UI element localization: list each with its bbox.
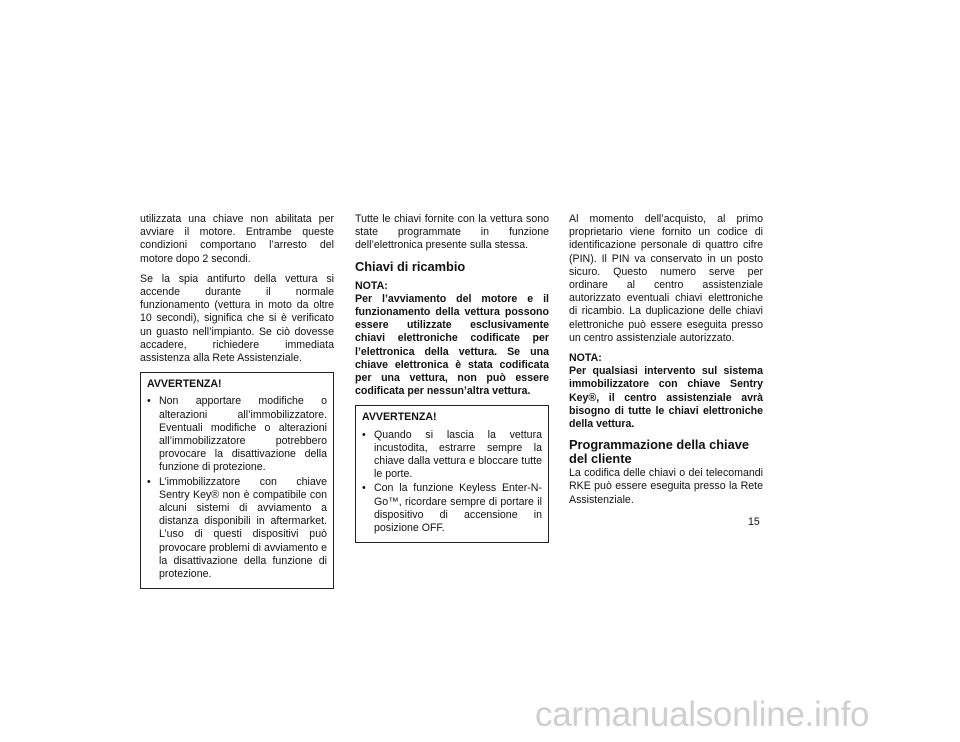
paragraph: utilizzata una chiave non abilitata per avviare il motore. Entrambe queste condizioni comportano l’arresto del motore dopo 2 secondi. [140, 213, 334, 265]
column-2 [355, 213, 549, 543]
paragraph: Al momento dell’acquisto, al primo proprietario viene fornito un codice di identificazione personale di quattro cifre (PIN). Il PIN va conservato in un posto sicuro. Questo numero serve per ordinare al centro assistenziale autorizzato eventuali chiavi elettroniche di ricambio. La duplicazione delle chiavi elettroniche può essere eseguita presso un centro assistenziale autorizzato. [569, 213, 763, 344]
warning-title: AVVERTENZA! [147, 378, 222, 391]
section-heading-key-programming: Programmazione della chiave del cliente [569, 437, 749, 467]
warning-box [140, 372, 334, 589]
column-3 [569, 213, 763, 507]
bullet-icon: • [362, 482, 366, 495]
note-label: NOTA: [569, 352, 602, 365]
bullet-icon: • [147, 395, 151, 408]
note-text: Per qualsiasi intervento sul sistema immobilizzatore con chiave Sentry Key®, il centro assistenziale avrà bisogno di tutte le chiavi elettroniche della vettura. [569, 365, 763, 431]
warning-box [355, 405, 549, 543]
warning-list [147, 395, 327, 581]
list-item-text: Quando si lascia la vettura incustodita, estrarre sempre la chiave dalla vettura e bloccare tutte le porte. [374, 428, 542, 481]
bullet-icon: • [362, 428, 366, 441]
list-item-text: Con la funzione Keyless Enter-N-Go™, ricordare sempre di portare il dispositivo di accensione in posizione OFF. [374, 482, 542, 535]
paragraph: La codifica delle chiavi o dei telecomandi RKE può essere eseguita presso la Rete Assistenziale. [569, 467, 763, 506]
page-number: 15 [748, 516, 760, 528]
list-item [362, 429, 542, 482]
note-label: NOTA: [355, 279, 388, 292]
list-item [147, 395, 327, 474]
list-item-text: L’immobilizzatore con chiave Sentry Key® non è compatibile con alcuni sistemi di avviamento a distanza disponibili in aftermarket. L’uso di questi dispositivi può provocare problemi di avviamento e la disattivazione della funzione di protezione. [159, 475, 327, 581]
column-1 [140, 213, 334, 589]
warning-list [362, 429, 542, 536]
section-heading-spare-keys: Chiavi di ricambio [355, 258, 466, 274]
note-text: Per l’avviamento del motore e il funzionamento della vettura possono essere utilizzate esclusivamente chiavi elettroniche codificate per l’elettronica della vettura. Se una chiave elettronica è stata codificata per una vettura, non può essere codificata per nessun’altra vettura. [355, 292, 549, 398]
watermark: carmanualsonline.info [535, 695, 870, 734]
warning-title: AVVERTENZA! [362, 411, 437, 424]
list-item-text: Non apportare modifiche o alterazioni all’immobilizzatore. Eventuali modifiche o alterazioni all’immobilizzatore potrebbero provocare la disattivazione della funzione di protezione. [159, 395, 327, 474]
bullet-icon: • [147, 475, 151, 488]
list-item [147, 476, 327, 582]
paragraph: Tutte le chiavi fornite con la vettura sono state programmate in funzione dell’elettronica presente sulla stessa. [355, 213, 549, 252]
list-item [362, 482, 542, 535]
paragraph: Se la spia antifurto della vettura si accende durante il normale funzionamento (vettura in moto da oltre 10 secondi), significa che si è verificato un guasto nell’impianto. Se ciò dovesse accadere, richiedere immediata assistenza alla Rete Assistenziale. [140, 272, 334, 365]
